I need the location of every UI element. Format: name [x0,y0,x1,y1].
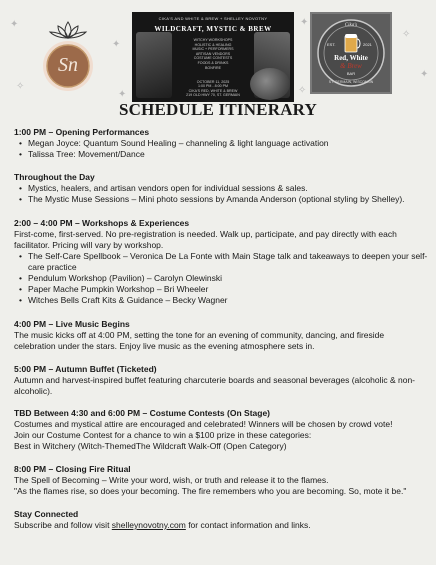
flyer-date-block: OCTOBER 11, 2025 1:00 PM - 8:00 PM CIKA'S RED, WHITE & BREW 219 OLD HWY 70, ST. GERMAIN [186,80,240,98]
section-throughout [14,172,428,205]
list-item: • Megan Joyce: Quantum Sound Healing – channeling & light language activation [28,138,428,149]
section-heading: TBD Between 4:30 and 6:00 PM – Costume Contests (On Stage) [14,408,270,418]
bullet-list [28,251,428,306]
flyer-top-line: CIKA'S AND WHITE & BREW + SHELLEY NOVOTNY [158,16,268,21]
section-intro: First-come, first-served. No pre-registration is needed. Walk up, participate, and pay directly with each facilitator. Pricing will vary by workshop. [14,229,397,250]
flyer-photo-left [136,32,172,98]
section-heading: 5:00 PM – Autumn Buffet (Ticketed) [14,364,157,374]
section-heading: Throughout the Day [14,172,95,182]
bar-logo-arc-top: Cika's [344,23,358,28]
sparkle-icon: ✦ [420,69,429,80]
sparkle-icon: ✧ [16,81,25,92]
section-line: Best in Witchery (Witch-ThemedThe Wildcraft Walk-Off (Open Category) [14,441,287,451]
section-heading: 8:00 PM – Closing Fire Ritual [14,464,131,474]
section-heading: 1:00 PM – Opening Performances [14,127,150,137]
section-line: Costumes and mystical attire are encouraged and celebrated! Winners will be chosen by crowd vote! [14,419,393,429]
bar-logo-line2: & Brew [340,62,362,70]
flyer-feature-list: WITCHY WORKSHOPS HOLISTIC & HEALING MUSIC + PERFORMERS ARTISAN VENDORS COSTUME CONTESTS FOODS & DRINKS BONFIRE [192,38,234,70]
page-title: SCHEDULE ITINERARY [118,100,318,119]
section-music [14,319,428,352]
header-banner [0,8,436,100]
list-item: • The Mystic Muse Sessions – Mini photo sessions by Amanda Anderson (optional styling by Shelley). [28,194,428,205]
section-opening [14,127,428,160]
section-body: Autumn and harvest-inspired buffet featuring charcuterie boards and seasonal beverages (alcoholic & non-alcoholic). [14,375,416,396]
section-workshops [14,218,428,306]
bar-logo-line3: BAR [346,71,356,76]
section-heading: Stay Connected [14,509,79,519]
list-item: • The Self-Care Spellbook – Veronica De La Fonte with Main Stage talk and takeaways to deepen your self-care practice [28,251,428,273]
sparkle-icon: ✧ [298,85,307,96]
section-line: Join our Costume Contest for a chance to win a $100 prize in these categories: [14,430,312,440]
list-item: • Mystics, healers, and artisan vendors open for individual sessions & sales. [28,183,428,194]
section-line: The Spell of Becoming – Write your word, wish, or truth and release it to the flames. [14,475,329,485]
section-buffet [14,364,428,397]
sparkle-icon: ✦ [10,19,19,30]
section-heading: 4:00 PM – Live Music Begins [14,319,130,329]
connected-pre-text: Subscribe and follow visit [14,520,112,530]
section-line: "As the flames rise, so does your becoming. The fire remembers who you are becoming. So, mote it be." [14,486,407,496]
section-connected [14,509,428,531]
website-link[interactable]: shelleynovotny.com [111,520,186,530]
sparkle-icon: ✦ [112,39,121,50]
sparkle-icon: ✦ [300,17,309,28]
flyer-photo-bottom-right [250,68,290,100]
bar-logo-year: 2021 [363,42,372,47]
section-heading: 2:00 – 4:00 PM – Workshops & Experiences [14,218,190,228]
section-body [14,520,428,531]
list-item: • Talissa Tree: Movement/Dance [28,149,428,160]
bar-logo-est: EST. [327,42,336,47]
bar-logo-arc-bottom: ST. GERMAIN, WISCONSIN [328,80,374,84]
bar-logo-right [310,12,392,94]
sparkle-icon: ✦ [118,89,127,100]
bullet-list [28,138,428,160]
list-item: • Pendulum Workshop (Pavilion) – Carolyn Olewinski [28,273,428,284]
bullet-list [28,183,428,205]
section-body: The music kicks off at 4:00 PM, setting the tone for an evening of community, dancing, and fireside celebration under the stars. Enjoy live music as the evening atmosphere sets in. [14,330,385,351]
list-item: • Paper Mache Pumpkin Workshop – Bri Wheeler [28,284,428,295]
logo-monogram-text: Sn [58,54,78,76]
flyer-title: WILDCRAFT, MYSTIC & BREW [154,25,272,33]
connected-post-text: for contact information and links. [185,520,311,530]
sparkle-icon: ✧ [402,29,411,40]
event-flyer-image [132,12,294,102]
section-fire [14,464,428,497]
section-costume [14,408,428,452]
bar-logo-line1: Red, White [334,54,368,62]
brand-logo-left [28,16,108,96]
list-item: • Witches Bells Craft Kits & Guidance – Becky Wagner [28,295,428,306]
